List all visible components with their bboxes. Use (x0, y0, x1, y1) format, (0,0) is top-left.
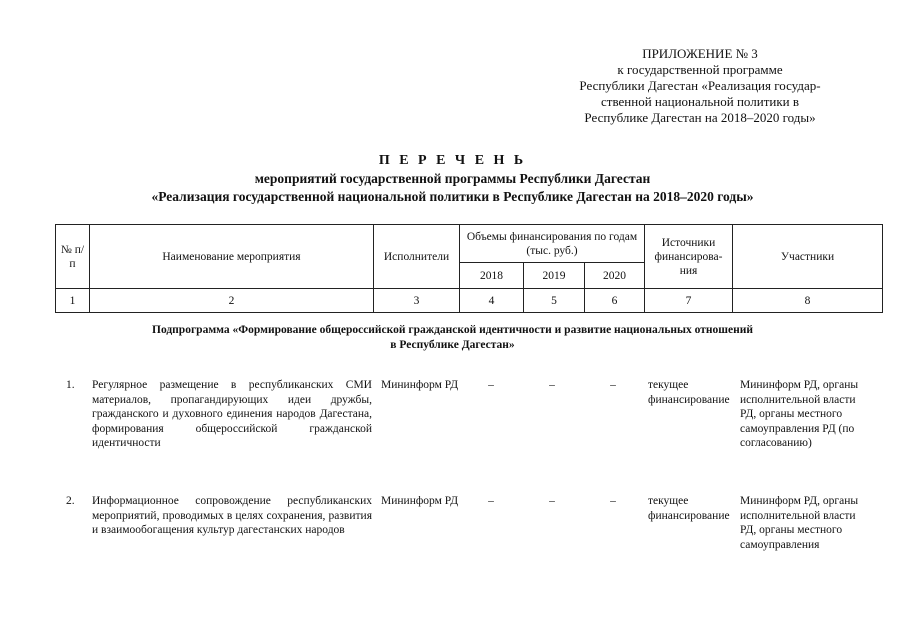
header-name: Наименование мероприятия (90, 225, 374, 289)
column-number: 2 (90, 289, 374, 313)
document-subtitle: мероприятий государственной программы Республики Дагестан (254, 171, 651, 186)
column-number: 5 (524, 289, 585, 313)
header-num: № п/п (56, 225, 90, 289)
row-funding-2019: – (549, 379, 555, 391)
header-executors: Исполнители (374, 225, 460, 289)
header-year: 2020 (585, 263, 645, 289)
row-executor: Мининформ РД (381, 495, 459, 507)
row-funding-2020: – (610, 495, 616, 507)
column-number: 8 (733, 289, 883, 313)
document-title: П Е Р Е Ч Е Н Ь (378, 153, 527, 168)
subprogram-line: в Республике Дагестан» (390, 339, 515, 351)
row-executor: Мининформ РД (381, 379, 459, 391)
column-number: 7 (645, 289, 733, 313)
row-funding-2019: – (549, 495, 555, 507)
column-number: 1 (56, 289, 90, 313)
subprogram-line: Подпрограмма «Формирование общероссийской гражданской идентичности и развитие национальных отношений (152, 324, 753, 336)
appendix-line: ПРИЛОЖЕНИЕ № 3 (642, 46, 758, 61)
row-participants: Мининформ РД, органы исполнительной власти РД, органы местного самоуправления РД (по согласованию) (740, 379, 859, 449)
document-heading (0, 152, 905, 206)
row-number: 1. (66, 379, 75, 391)
column-number: 6 (585, 289, 645, 313)
appendix-line: Республики Дагестан «Реализация государ- (579, 78, 821, 93)
appendix-line: Республике Дагестан на 2018–2020 годы» (584, 110, 816, 125)
row-event-name: Регулярное размещение в республиканских СМИ материалов, пропагандирующих идеи дружбы, гражданского и духовного единения народов Дагестана, формирования общероссийской гражданской идентичности (92, 379, 372, 449)
row-number: 2. (66, 495, 75, 507)
header-table (55, 224, 883, 313)
header-funding: Объемы финансирования по годам (тыс. руб.) (460, 225, 645, 263)
program-name: «Реализация государственной национальной политики в Республике Дагестан на 2018–2020 годы» (151, 189, 754, 204)
column-number: 4 (460, 289, 524, 313)
row-event-name: Информационное сопровождение республиканских мероприятий, проводимых в целях сохранения, развития и взаимообогащения культур дагестанских народов (92, 495, 372, 536)
appendix-line: ственной национальной политики в (601, 94, 799, 109)
header-year: 2019 (524, 263, 585, 289)
row-funding-source: текущее финансирование (648, 495, 730, 522)
header-sources: Источники финансирова-ния (645, 225, 733, 289)
appendix-header (520, 46, 880, 126)
row-participants: Мининформ РД, органы исполнительной власти РД, органы местного самоуправления (740, 495, 859, 551)
header-participants: Участники (733, 225, 883, 289)
appendix-line: к государственной программе (617, 62, 783, 77)
row-funding-source: текущее финансирование (648, 379, 730, 406)
row-funding-2020: – (610, 379, 616, 391)
subprogram-title (0, 323, 905, 353)
row-funding-2018: – (488, 379, 494, 391)
column-number: 3 (374, 289, 460, 313)
header-year: 2018 (460, 263, 524, 289)
row-funding-2018: – (488, 495, 494, 507)
